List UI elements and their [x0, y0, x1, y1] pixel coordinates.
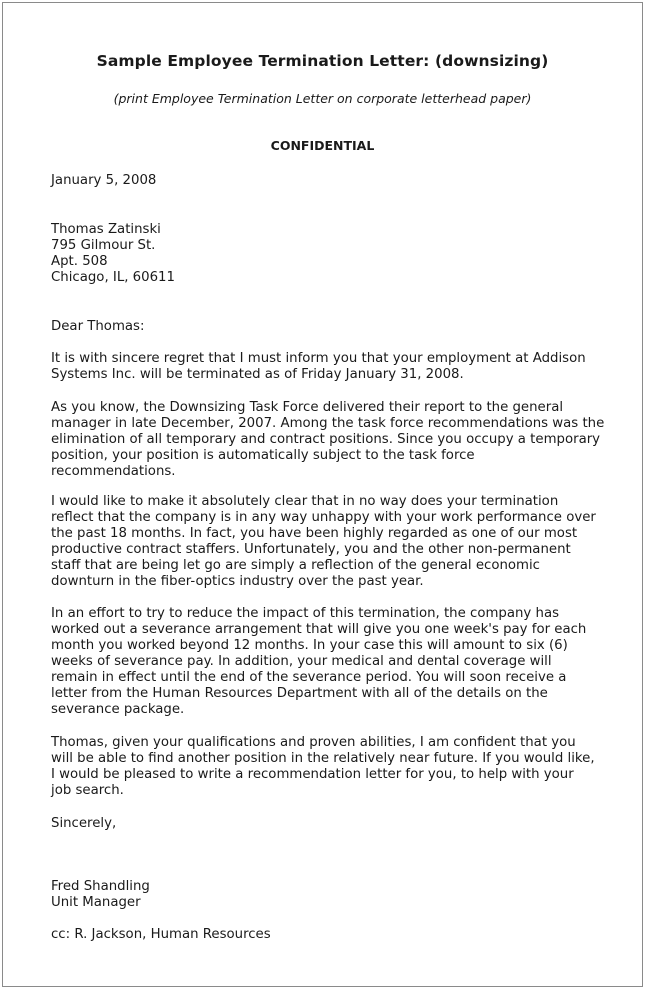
paragraph-line: Systems Inc. will be terminated as of Friday January 31, 2008. — [51, 367, 464, 382]
paragraph-5 — [51, 735, 603, 799]
closing: Sincerely, — [51, 816, 117, 831]
paragraph-line: As you know, the Downsizing Task Force delivered their report to the general — [51, 400, 564, 415]
paragraph-line: letter from the Human Resources Department with all of the details on the — [51, 686, 548, 701]
signer-name: Fred Shandling — [51, 879, 150, 894]
letter-date: January 5, 2008 — [51, 173, 157, 188]
paragraph-line: weeks of severance pay. In addition, your medical and dental coverage will — [51, 654, 552, 669]
signer-title: Unit Manager — [51, 895, 141, 910]
paragraph-line: In an effort to try to reduce the impact of this termination, the company has — [51, 606, 560, 621]
paragraph-line: month you worked beyond 12 months. In your case this will amount to six (6) — [51, 638, 568, 653]
letter-page — [2, 2, 643, 987]
address-line-street: 795 Gilmour St. — [51, 238, 156, 253]
paragraph-line: reflect that the company is in any way unhappy with your work performance over — [51, 510, 596, 525]
paragraph-line: It is with sincere regret that I must inform you that your employment at Addison — [51, 351, 586, 366]
recipient-address — [51, 222, 603, 286]
paragraph-line: job search. — [51, 783, 124, 798]
paragraph-3 — [51, 494, 603, 590]
paragraph-line: I would be pleased to write a recommendation letter for you, to help with your — [51, 767, 574, 782]
paragraph-4 — [51, 606, 603, 718]
letter-title: Sample Employee Termination Letter: (downsizing) — [96, 52, 549, 70]
paragraph-line: I would like to make it absolutely clear that in no way does your termination — [51, 494, 559, 509]
paragraph-line: the past 18 months. In fact, you have been highly regarded as one of our most — [51, 526, 578, 541]
paragraph-line: downturn in the fiber-optics industry over the past year. — [51, 574, 424, 589]
paragraph-line: elimination of all temporary and contract positions. Since you occupy a temporary — [51, 432, 601, 447]
paragraph-1 — [51, 351, 603, 383]
confidential-label: CONFIDENTIAL — [270, 138, 375, 153]
cc-line: cc: R. Jackson, Human Resources — [51, 927, 271, 942]
address-line-name: Thomas Zatinski — [51, 222, 161, 237]
paragraph-line: Thomas, given your qualifications and proven abilities, I am confident that you — [51, 735, 576, 750]
salutation: Dear Thomas: — [51, 319, 145, 334]
paragraph-line: manager in late December, 2007. Among the task force recommendations was the — [51, 416, 605, 431]
paragraph-2 — [51, 400, 603, 480]
paragraph-line: position, your position is automatically subject to the task force — [51, 448, 475, 463]
paragraph-line: staff that are being let go are simply a reflection of the general economic — [51, 558, 540, 573]
paragraph-line: will be able to find another position in the relatively near future. If you would like, — [51, 751, 595, 766]
paragraph-line: worked out a severance arrangement that will give you one week's pay for each — [51, 622, 587, 637]
paragraph-line: productive contract staffers. Unfortunately, you and the other non-permanent — [51, 542, 571, 557]
letter-subtitle: (print Employee Termination Letter on corporate letterhead paper) — [113, 91, 532, 106]
address-line-apartment: Apt. 508 — [51, 254, 108, 269]
paragraph-line: remain in effect until the end of the severance period. You will soon receive a — [51, 670, 567, 685]
address-line-city: Chicago, IL, 60611 — [51, 270, 175, 285]
paragraph-line: recommendations. — [51, 464, 176, 479]
paragraph-line: severance package. — [51, 702, 185, 717]
signature-block — [51, 879, 603, 911]
